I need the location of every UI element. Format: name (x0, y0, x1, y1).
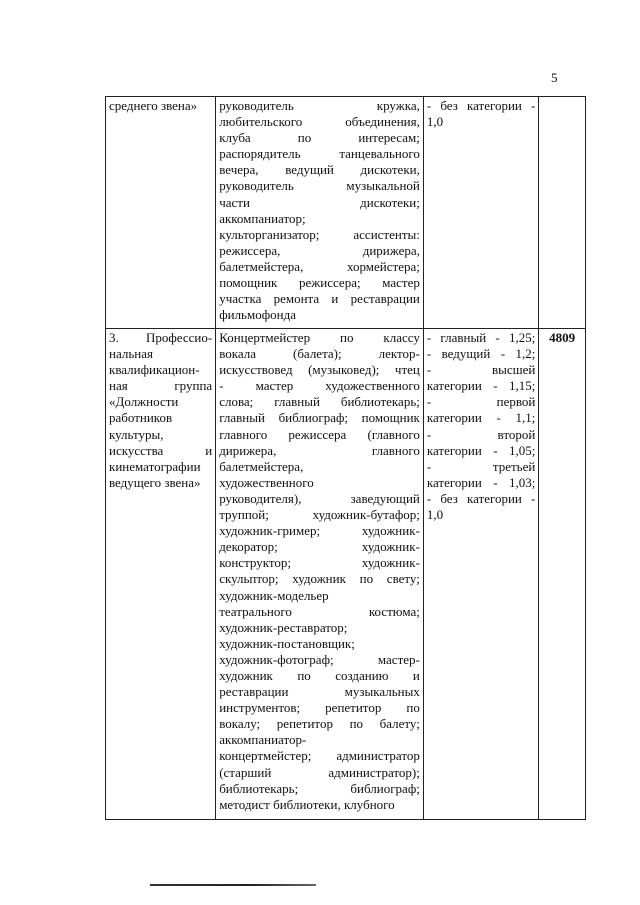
text-line: инструментов; репетитор по (219, 700, 420, 716)
text-line: искусствовед (музыковед); чтец (219, 362, 420, 378)
text-line: - первой (426, 394, 536, 410)
text-line: - ведущий - 1,2; (426, 346, 536, 362)
coefficients-cell (423, 97, 538, 329)
text-line: - без категории - (426, 98, 536, 113)
text-line: декоратор; художник- (219, 539, 420, 555)
text-line: конструктор; художник- (219, 555, 420, 571)
text-line: художественного (219, 474, 314, 490)
text-line: категории - 1,03; (426, 474, 536, 490)
text-line: библиотекарь; библиограф; (219, 780, 420, 796)
text-line: вечера, ведущий дискотеки, (219, 162, 420, 178)
text-line: вокала (балета); лектор- (219, 346, 420, 362)
text-line: концертмейстер; администратор (219, 748, 420, 764)
text-line: Концертмейстер по классу (219, 330, 420, 345)
text-line: художник-реставратор; (219, 619, 348, 635)
group-cell (106, 329, 216, 820)
text-line: режиссера, дирижера, (219, 242, 420, 258)
text-line: - мастер художественного (219, 378, 420, 394)
text-line: фильмофонда (219, 307, 296, 323)
text-line: нальная (109, 346, 153, 362)
text-line: помощник режиссера; мастер (219, 275, 420, 291)
positions-cell (216, 97, 424, 329)
text-line: категории - 1,05; (426, 442, 536, 458)
text-line: художник-фотограф; мастер- (219, 651, 420, 667)
salary-cell (539, 97, 586, 329)
text-line: искусства и (109, 442, 213, 458)
signature-line (150, 884, 316, 886)
text-line: дирижера, главного (219, 442, 420, 458)
text-line: распорядитель танцевального (219, 146, 420, 162)
text-line: главный библиограф; помощник (219, 410, 420, 426)
text-line: (старший администратор); (219, 764, 420, 780)
text-line: методист библиотеки, клубного (219, 796, 395, 812)
text-line: руководитель кружка, (219, 98, 420, 113)
text-line: - без категории - (426, 490, 536, 506)
text-line: любительского объединения, (219, 114, 420, 130)
text-line: вокалу; репетитор по балету; (219, 716, 420, 732)
text-line: аккомпаниатор; (219, 210, 306, 226)
text-line: балетмейстера, (219, 458, 304, 474)
text-line: среднего звена» (109, 98, 198, 113)
text-line: «Должности (109, 394, 179, 410)
text-line: 1,0 (426, 507, 444, 523)
text-line: скульптор; художник по свету; (219, 571, 420, 587)
text-line: - второй (426, 426, 536, 442)
text-line: ная группа (109, 378, 213, 394)
text-line: художник-гример; художник- (219, 523, 420, 539)
text-line: кинематографии (109, 458, 201, 474)
table-row (106, 329, 586, 820)
text-line: руководителя), заведующий (219, 490, 420, 506)
text-line: руководитель музыкальной (219, 178, 420, 194)
text-line: категории - 1,1; (426, 410, 536, 426)
text-line: труппой; художник-бутафор; (219, 507, 420, 523)
text-line: ведущего звена» (109, 474, 201, 490)
text-line: балетмейстера, хормейстера; (219, 258, 420, 274)
text-line: аккомпаниатор- (219, 732, 307, 748)
table-row (106, 97, 586, 329)
text-line: художник-постановщик; (219, 635, 355, 651)
text-line: 1,0 (426, 114, 444, 130)
text-line: квалификацион- (109, 362, 200, 378)
text-line: художник по созданию и (219, 667, 420, 683)
text-line: реставрации музыкальных (219, 684, 420, 700)
text-line: - высшей (426, 362, 536, 378)
text-line: слова; главный библиотекарь; (219, 394, 420, 410)
text-line: клуба по интересам; (219, 130, 420, 146)
text-line: - главный - 1,25; (426, 330, 536, 345)
qualification-table (105, 96, 586, 820)
page-number: 5 (551, 70, 558, 85)
text-line: категории - 1,15; (426, 378, 536, 394)
text-line: художник-модельер (219, 587, 329, 603)
group-cell (106, 97, 216, 329)
text-line: культорганизатор; ассистенты: (219, 226, 420, 242)
salary-cell: 4809 (539, 329, 586, 820)
text-line: 3. Профессио- (109, 330, 213, 345)
coefficients-cell (423, 329, 538, 820)
text-line: театрального костюма; (219, 603, 420, 619)
text-line: - третьей (426, 458, 536, 474)
text-line: работников (109, 410, 173, 426)
positions-cell (216, 329, 424, 820)
text-line: культуры, (109, 426, 164, 442)
text-line: главного режиссера (главного (219, 426, 420, 442)
text-line: части дискотеки; (219, 194, 420, 210)
text-line: участка ремонта и реставрации (219, 291, 420, 307)
